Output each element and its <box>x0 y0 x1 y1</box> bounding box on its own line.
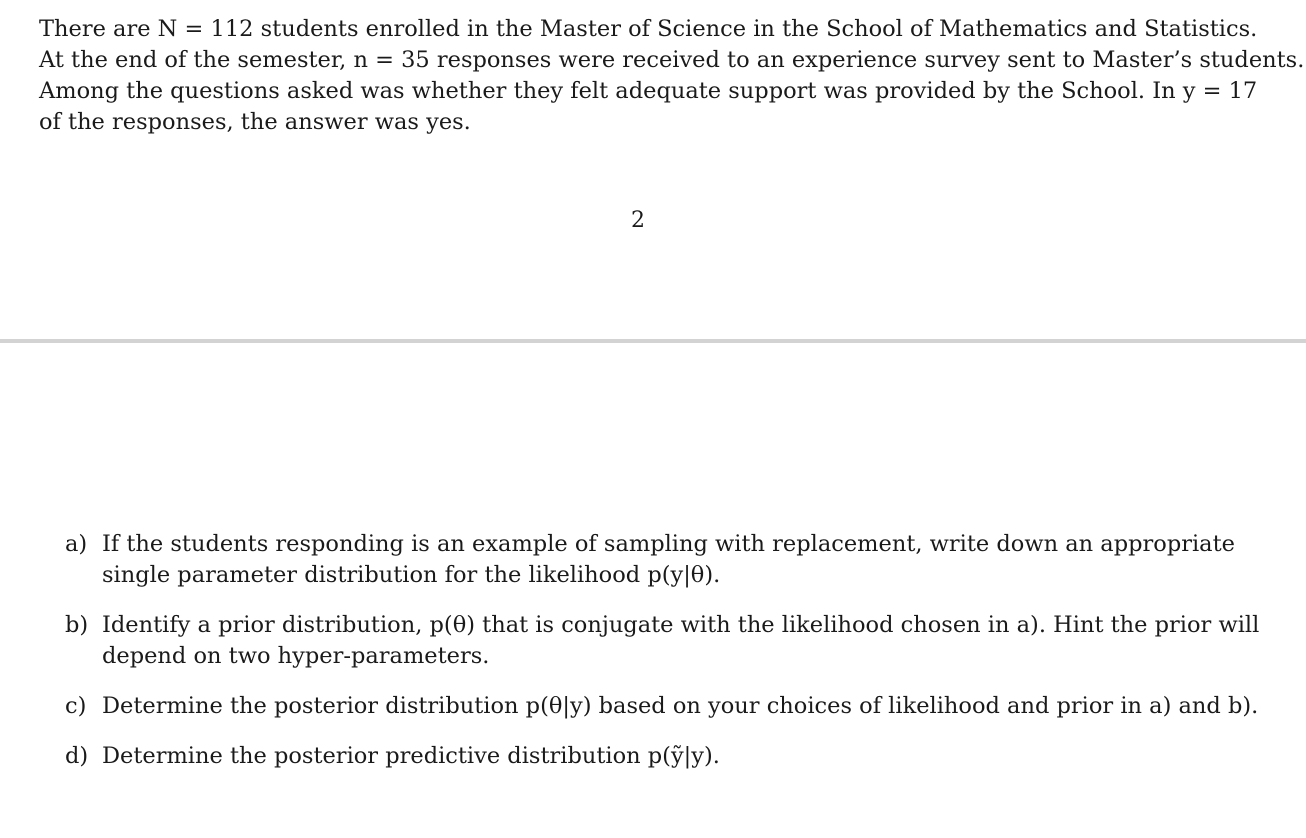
page-number: 2 <box>631 208 645 233</box>
question-text-line: Identify a prior distribution, p(θ) that is conjugate with the likelihood chosen in a). Hint the prior will <box>102 612 1260 638</box>
intro-line: Among the questions asked was whether they felt adequate support was provided by the School. In y = 17 <box>39 78 1258 104</box>
question-text-line: Determine the posterior predictive distribution p(ỹ|y). <box>102 743 720 769</box>
question-item-c <box>65 691 1259 722</box>
question-item-a <box>65 529 1240 591</box>
question-label: b) <box>65 612 89 638</box>
intro-line: At the end of the semester, n = 35 responses were received to an experience survey sent to Master’s students. <box>39 47 1305 73</box>
question-label: a) <box>65 531 88 557</box>
document-page-top <box>0 0 1306 340</box>
intro-line: There are N = 112 students enrolled in the Master of Science in the School of Mathematics and Statistics. <box>39 16 1258 42</box>
question-text-line: single parameter distribution for the likelihood p(y|θ). <box>102 562 721 588</box>
question-label: d) <box>65 743 89 769</box>
question-text-line: If the students responding is an example of sampling with replacement, write down an appropriate <box>102 531 1235 557</box>
intro-paragraph <box>39 14 1305 138</box>
question-text-line: Determine the posterior distribution p(θ|y) based on your choices of likelihood and prior in a) and b). <box>102 693 1259 719</box>
question-item-d <box>65 741 1240 772</box>
intro-line: of the responses, the answer was yes. <box>39 109 471 135</box>
question-label: c) <box>65 693 87 719</box>
document-page-bottom <box>0 343 1306 838</box>
question-text-line: depend on two hyper-parameters. <box>102 643 490 669</box>
question-list <box>65 529 1260 791</box>
question-item-b <box>65 610 1260 672</box>
